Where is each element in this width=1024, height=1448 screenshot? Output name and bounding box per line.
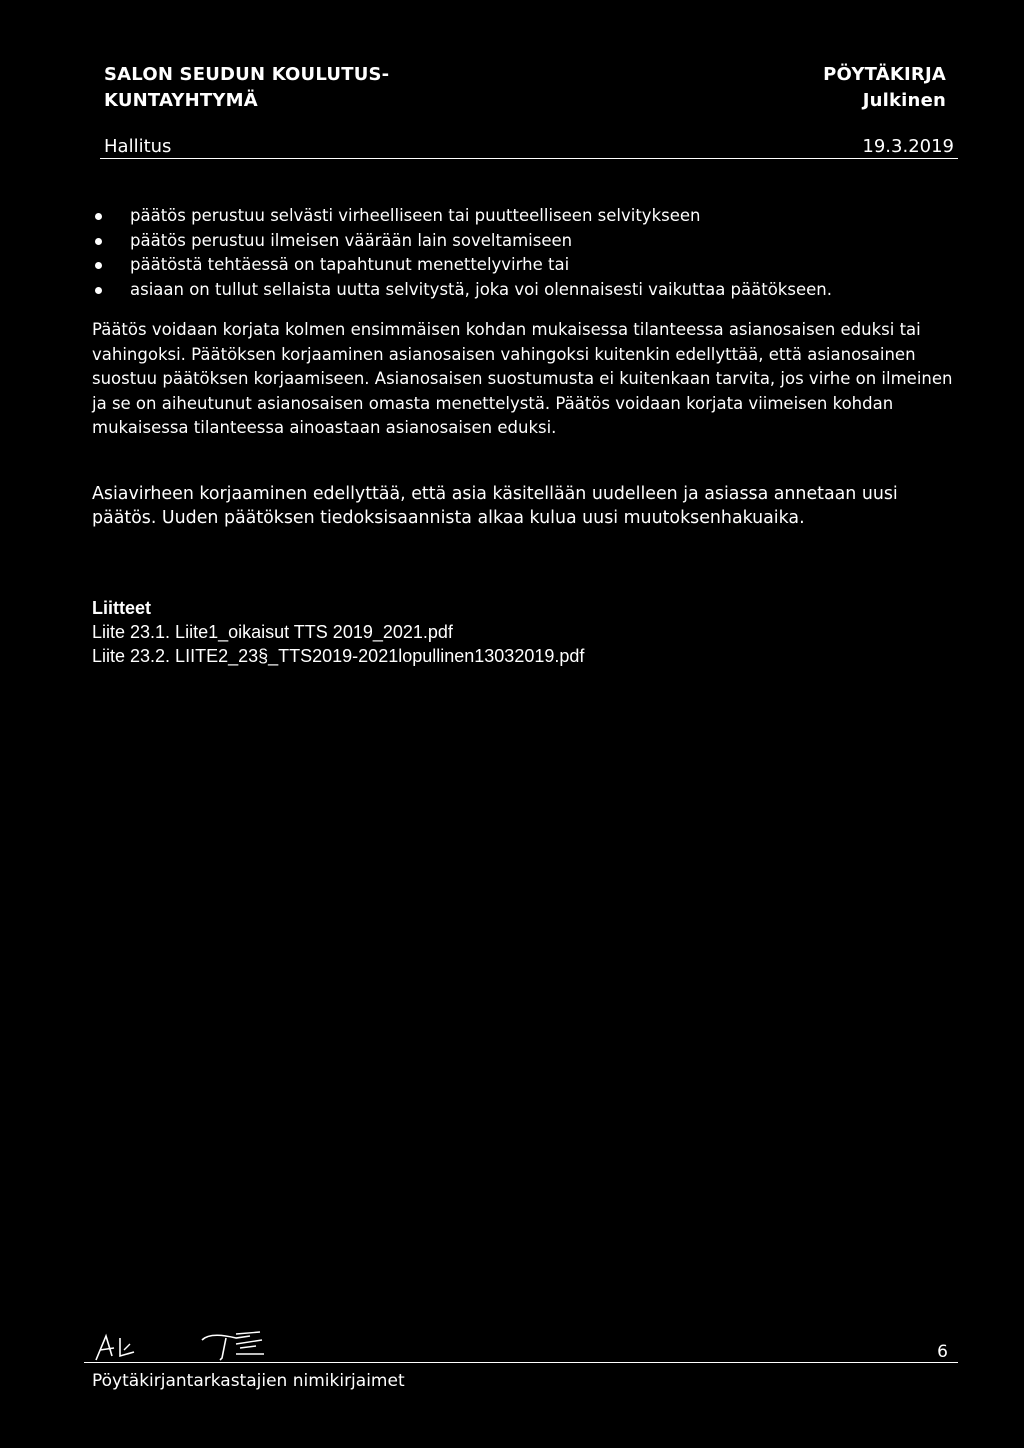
bullet-icon: [95, 238, 102, 245]
list-item: päätös perustuu selvästi virheelliseen tai puutteelliseen selvitykseen: [92, 204, 832, 229]
attachment-item: Liite 23.1. Liite1_oikaisut TTS 2019_2021.pdf: [92, 622, 453, 642]
document-type: PÖYTÄKIRJA: [823, 64, 946, 85]
correction-grounds-list: [92, 204, 832, 302]
organization-name: [104, 62, 389, 114]
organization-name-line1: SALON SEUDUN KOULUTUS-: [104, 64, 390, 85]
list-item: päätöstä tehtäessä on tapahtunut menettelyvirhe tai: [92, 253, 832, 278]
body-paragraph: Asiavirheen korjaaminen edellyttää, että asia käsitellään uudelleen ja asiassa annetaan uusi päätös. Uuden päätöksen tiedoksisaannista alkaa kulua uusi muutoksenhakuaika.: [92, 484, 898, 528]
list-item: asiaan on tullut sellaista uutta selvitystä, joka voi olennaisesti vaikuttaa päätökseen.: [92, 278, 832, 303]
initials-label: Pöytäkirjantarkastajien nimikirjaimet: [92, 1371, 405, 1391]
document-type-block: [823, 62, 946, 114]
body-paragraph: Päätös voidaan korjata kolmen ensimmäisen kohdan mukaisessa tilanteessa asianosaisen eduksi tai vahingoksi. Päätöksen korjaaminen asianosaisen vahingoksi kuitenkin edellyttää, että asianosainen suostuu päätöksen korjaamiseen. Asianosaisen suostumusta ei kuitenkaan tarvita, jos virhe on ilmeinen ja se on aiheutunut asianosaisen omasta menettelystä. Päätös voidaan korjata viimeisen kohdan mukaisessa tilanteessa ainoastaan asianosaisen eduksi.: [92, 320, 953, 437]
list-item: päätös perustuu ilmeisen väärään lain soveltamiseen: [92, 229, 832, 254]
classification: Julkinen: [862, 90, 946, 111]
organization-name-line2: KUNTAYHTYMÄ: [104, 90, 258, 111]
page-number: 6: [937, 1342, 948, 1362]
attachments-title: Liitteet: [92, 598, 152, 618]
attachments-section: [92, 596, 584, 668]
bullet-icon: [95, 262, 102, 269]
handwritten-initials-signature: [90, 1326, 350, 1366]
bullet-icon: [95, 213, 102, 220]
footer-divider: [84, 1362, 958, 1363]
governing-body: Hallitus: [104, 136, 172, 157]
bullet-icon: [95, 287, 102, 294]
attachment-item: Liite 23.2. LIITE2_23§_TTS2019-2021lopullinen13032019.pdf: [92, 646, 585, 666]
header-divider: [100, 158, 958, 159]
meeting-date: 19.3.2019: [862, 136, 954, 157]
